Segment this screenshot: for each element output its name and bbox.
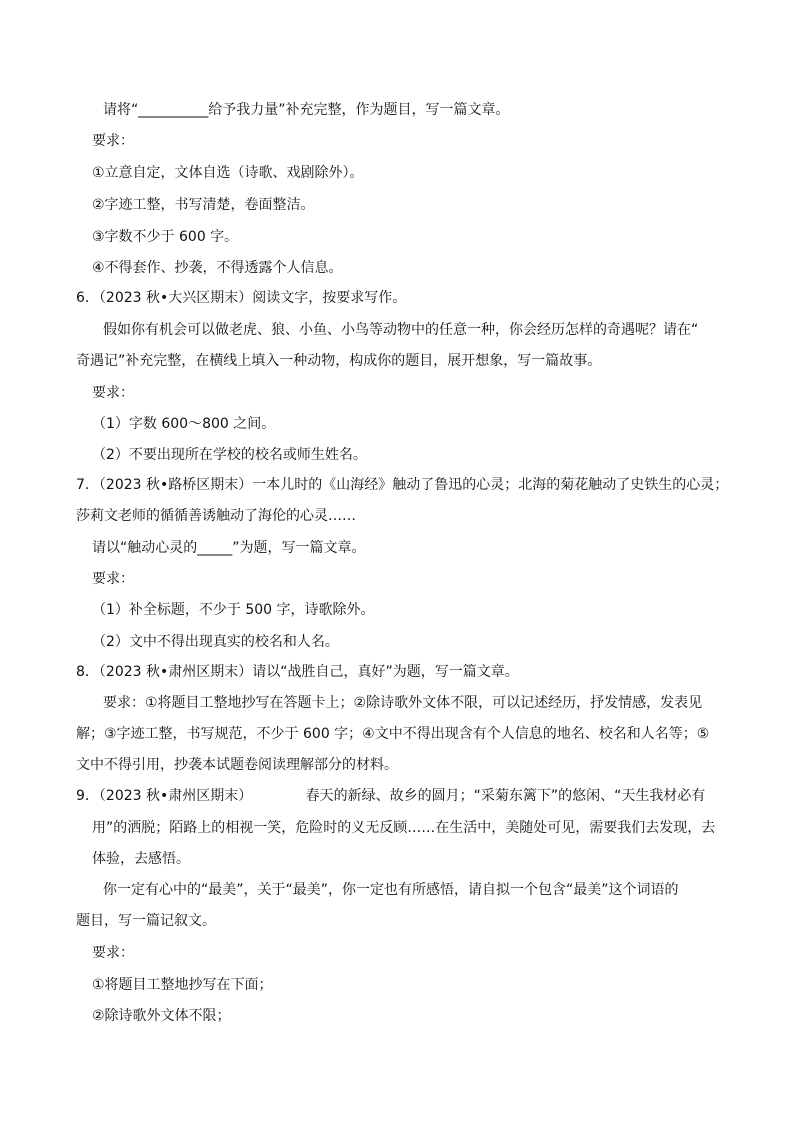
- text-line: 解；③字迹工整，书写规范，不少于 600 字；④文中不得出现含有个人信息的地名、校名和人名等；⑤: [76, 726, 710, 742]
- text-line: （2）不要出现所在学校的校名或师生姓名。: [92, 447, 367, 463]
- text-line: ①立意自定，文体自选（诗歌、戏剧除外）。: [92, 165, 364, 181]
- text-line: 文中不得引用，抄袭本试题卷阅读理解部分的材料。: [76, 757, 398, 773]
- text-line: （1）字数 600～800 之间。: [92, 416, 276, 432]
- text-line: 用”的洒脱；陌路上的相视一笑，危险时的义无反顾……在生活中，美随处可见，需要我们去发现，去: [92, 820, 716, 836]
- text-line: 请将“__________给予我力量”补充完整，作为题目，写一篇文章。: [103, 102, 510, 118]
- question-heading: 8．（2023 秋•肃州区期末）请以“战胜自己，真好”为题，写一篇文章。: [76, 664, 519, 680]
- question-heading: 7．（2023 秋•路桥区期末）一本儿时的《山海经》触动了鲁迅的心灵；北海的菊花触动了史铁生的心灵；: [76, 477, 729, 493]
- text-line: ③字数不少于 600 字。: [92, 229, 239, 245]
- text-line: （1）补全标题，不少于 500 字，诗歌除外。: [92, 602, 375, 618]
- text-line: ①将题目工整地抄写在下面；: [92, 977, 273, 993]
- text-line: 奇遇记”补充完整，在横线上填入一种动物，构成你的题目，展开想象，写一篇故事。: [76, 353, 602, 369]
- text-line: 要求：: [92, 385, 134, 401]
- text-line: 体验，去感悟。: [92, 851, 190, 867]
- text-line: 题目，写一篇记叙文。: [76, 913, 216, 929]
- text-line: 要求：: [92, 133, 134, 149]
- text-line: 你一定有心中的“最美”，关于“最美”，你一定也有所感悟，请自拟一个包含“最美”这个词语的: [103, 882, 679, 898]
- text-line: 假如你有机会可以做老虎、狼、小鱼、小鸟等动物中的任意一种，你会经历怎样的奇遇呢？请在“: [103, 322, 699, 338]
- question-heading: 9．（2023 秋•肃州区期末） 春天的新绿、故乡的圆月；“采菊东篱下”的悠闲、“天生我材必有: [76, 788, 706, 804]
- text-line: （2）文中不得出现真实的校名和人名。: [92, 634, 339, 650]
- question-heading: 6．（2023 秋•大兴区期末）阅读文字，按要求写作。: [76, 290, 407, 306]
- text-line: ②除诗歌外文体不限；: [92, 1008, 231, 1024]
- text-line: 要求：: [92, 571, 134, 587]
- text-line: ④不得套作、抄袭，不得透露个人信息。: [92, 260, 343, 276]
- text-line: 莎莉文老师的循循善诱触动了海伦的心灵……: [76, 508, 356, 524]
- text-line: 要求：①将题目工整地抄写在答题卡上；②除诗歌外文体不限，可以记述经历，抒发情感，发表见: [103, 695, 703, 711]
- text-line: 要求：: [92, 945, 134, 961]
- text-line: ②字迹工整，书写清楚，卷面整洁。: [92, 197, 315, 213]
- text-line: 请以“触动心灵的_____”为题，写一篇文章。: [92, 540, 366, 556]
